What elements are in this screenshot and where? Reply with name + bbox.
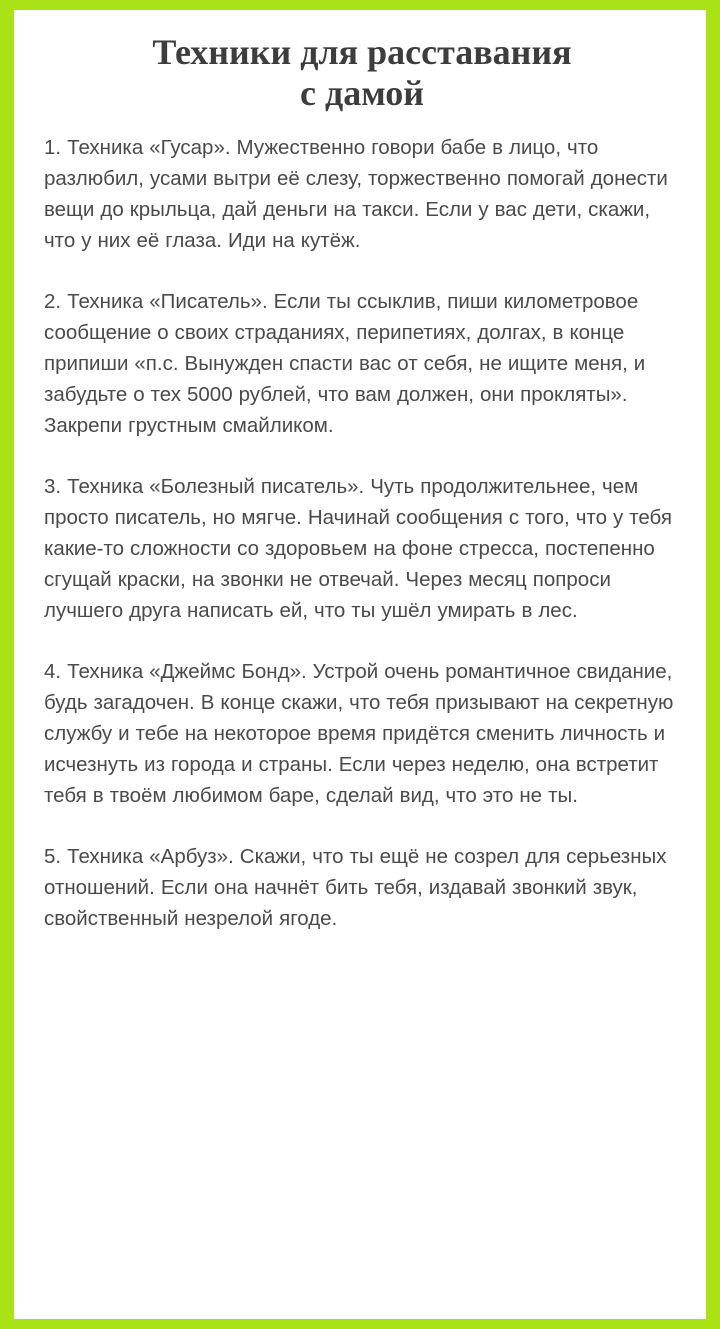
paragraph-3: 3. Техника «Болезный писатель». Чуть продолжительнее, чем просто писатель, но мягче. Начинай сообщения с того, что у тебя какие-то сложности со здоровьем на фоне стресса, постепенно сгущай краски, на звонки не отвечай. Через месяц попроси лучшего друга написать ей, что ты ушёл умирать в лес.	[44, 475, 678, 622]
paragraph-4: 4. Техника «Джеймс Бонд». Устрой очень романтичное свидание, будь загадочен. В конце скажи, что тебя призывают на секретную службу и тебе на некоторое время придётся сменить личность и исчезнуть из города и страны. Если через неделю, она встретит тебя в твоём любимом баре, сделай вид, что это не ты.	[44, 660, 680, 807]
page-title	[44, 32, 680, 114]
decorative-border-bottom	[0, 1319, 720, 1329]
paragraph-1: 1. Техника «Гусар». Мужественно говори бабе в лицо, что разлюбил, усами вытри её слезу, торжественно помогай донести вещи до крыльца, дай деньги на такси. Если у вас дети, скажи, что у них её глаза. Иди на кутёж.	[44, 136, 674, 252]
document-content	[14, 10, 706, 1319]
paragraph-2: 2. Техника «Писатель». Если ты ссыклив, пиши километровое сообщение о своих страданиях, перипетиях, долгах, в конце припиши «п.с. Вынужден спасти вас от себя, не ищите меня, и забудьте о тех 5000 рублей, что вам должен, они прокляты». Закрепи грустным смайликом.	[44, 290, 652, 437]
page-title-line-1: Техники для расставания	[152, 32, 572, 72]
decorative-border-top	[0, 0, 720, 10]
decorative-border-left	[0, 0, 14, 1329]
page-title-line-2: с дамой	[300, 73, 424, 113]
paragraph-5: 5. Техника «Арбуз». Скажи, что ты ещё не созрел для серьезных отношений. Если она начнёт бить тебя, издавай звонкий звук, свойственный незрелой ягоде.	[44, 845, 673, 930]
decorative-border-right	[706, 0, 720, 1329]
